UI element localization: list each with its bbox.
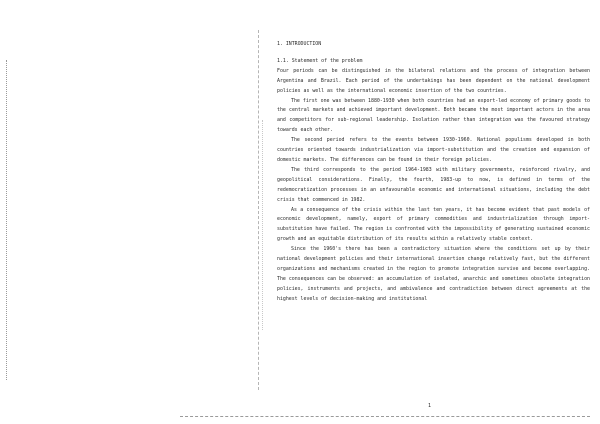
body-text <box>277 67 590 305</box>
page-number: 1 <box>428 403 432 409</box>
paragraph-6: Since the 1960's there has been a contradictory situation where the conditions set up by their national development policies and their international insertion change relatively fast, but the different organizations and mechanisms created in the region to promote integration survive and become overlapping. The consequences can be observed: an accumulation of isolated, anarchic and sometimes obsolete integration policies, instruments and projects, and ambivalence and contradiction between direct agreements at the highest levels of decision-making and institutional <box>277 246 590 302</box>
page-gutter-line <box>258 30 260 390</box>
paragraph-5: As a consequence of the crisis within the last ten years, it has become evident that past models of economic development, namely, export of primary commodities and industrialization through import-substitution have failed. The region is confronted with the impossibility of generating sustained economic growth and an equitable distribution of its results within a relatively stable context. <box>277 206 590 243</box>
bottom-scan-rule <box>180 416 590 418</box>
paragraph-1: Four periods can be distinguished in the bilateral relations and the process of integration between Argentina and Brazil. Each period of the undertakings has been dependent on the national development policies as well as the international economic insertion of the two countries. <box>277 67 590 94</box>
paragraph-2: The first one was between 1880-1930 when both countries had an export-led economy of primary goods to the central markets and achieved important development. Both became the most important actors in the area and competitors for sub-regional leadership. Isolation rather than integration was the favoured strategy towards each other. <box>277 97 590 134</box>
subsection-heading: 1.1. Statement of the problem <box>277 57 363 64</box>
page-gutter-line-inner <box>262 120 264 330</box>
section-heading: 1. INTRODUCTION <box>277 41 322 47</box>
paragraph-4: The third corresponds to the period 1964-1983 with military governments, reinforced rivalry, and geopolitical considerations. Finally, the fourth, 1983-up to now, is defined in terms of the redemocratization processes in an unfavourable economic and international situations, including the debt crisis that commenced in 1982. <box>277 166 590 203</box>
paragraph-3: The second period refers to the events between 1930-1960. National populisms developed in both countries oriented towards industrialization via import-substitution and the creation and expansion of domestic markets. The differences can be found in their foreign policies. <box>277 137 590 163</box>
scan-edge-left <box>6 60 9 380</box>
document-page <box>277 40 590 305</box>
